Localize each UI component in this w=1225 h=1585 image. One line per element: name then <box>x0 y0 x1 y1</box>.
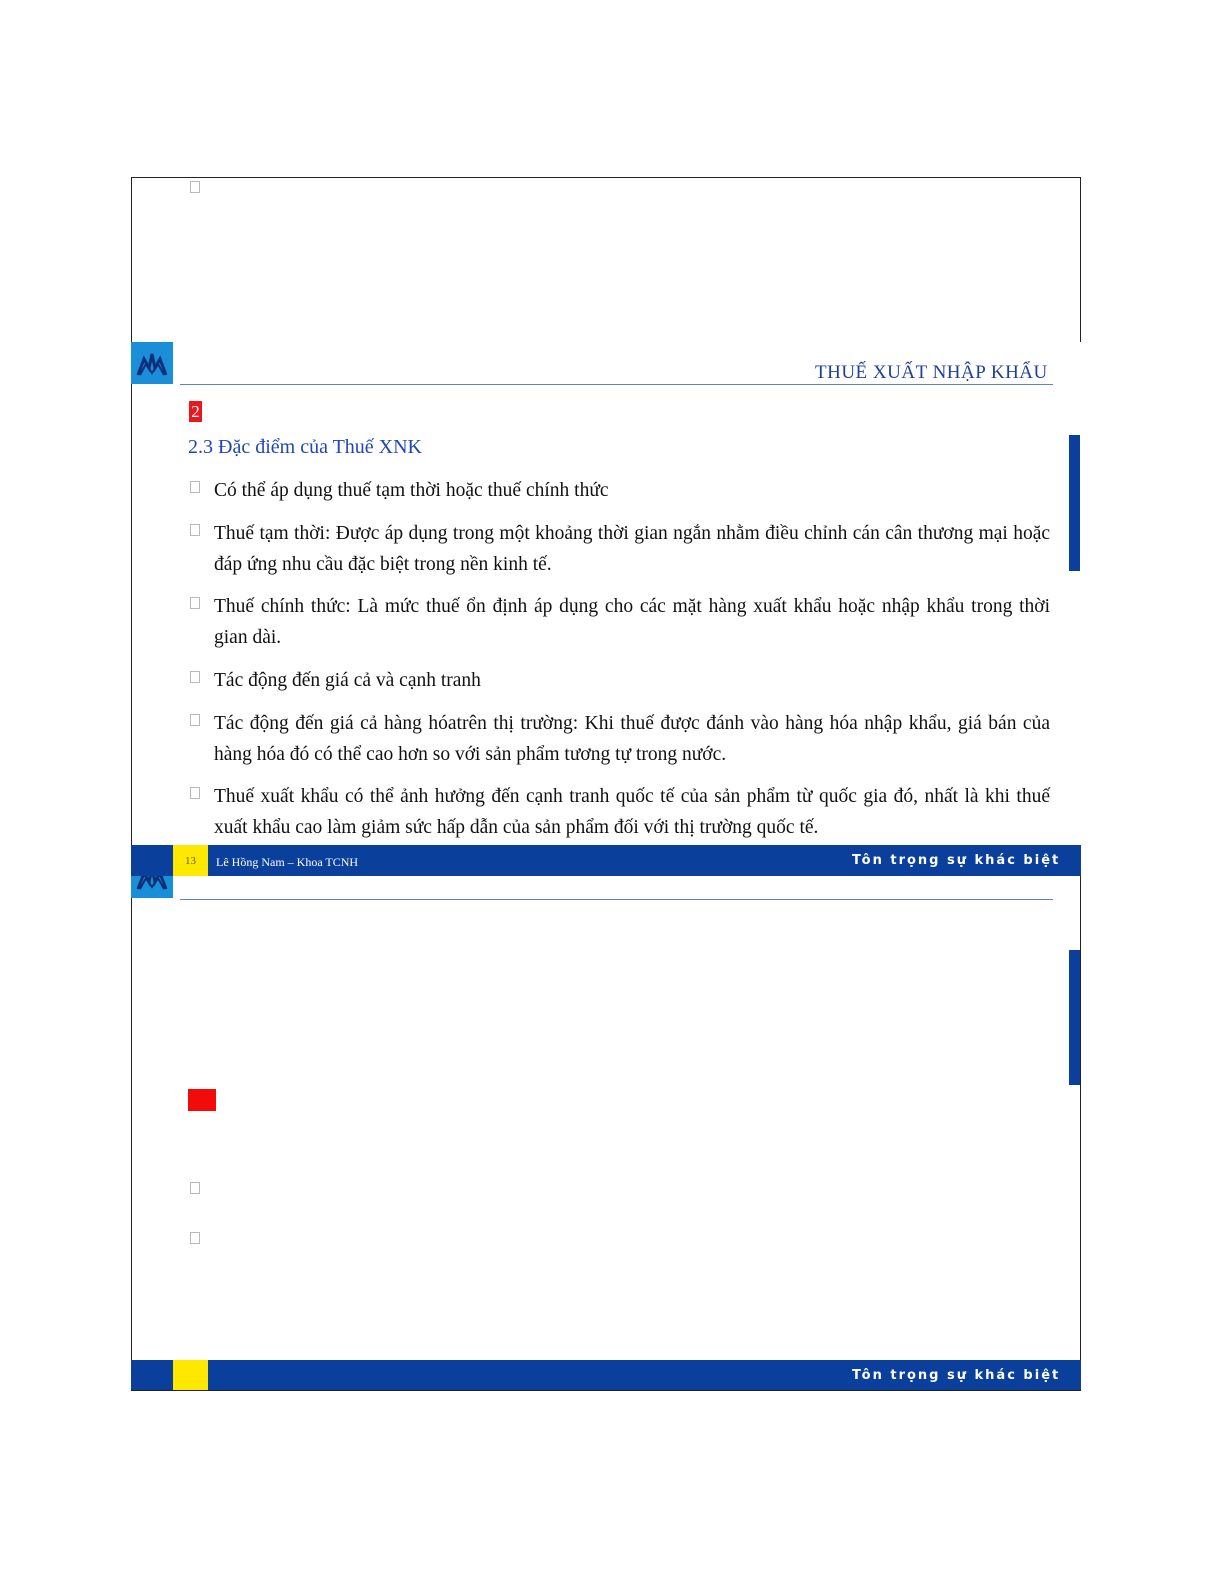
empty-bullet-box <box>190 181 200 193</box>
list-item-text: Thuế chính thức: Là mức thuế ổn định áp dụng cho các mặt hàng xuất khẩu hoặc nhập khẩu trong thời gian dài. <box>214 596 1050 648</box>
list-item-text: Tác động đến giá cả hàng hóatrên thị trường: Khi thuế được đánh vào hàng hóa nhập khẩu, giá bán của hàng hóa đó có thể cao hơn so với sản phẩm tương tự trong nước. <box>214 713 1050 765</box>
next-slide-header-divider <box>180 899 1053 900</box>
header-title: THUẾ XUẤT NHẬP KHẨU <box>815 362 1048 383</box>
next-slide-footer-motto: Tôn trọng sự khác biệt <box>852 1368 1061 1383</box>
empty-bullet-box <box>190 1232 200 1244</box>
footer-page-number: 13 <box>185 855 196 867</box>
next-slide-footer-page-box <box>173 1360 208 1390</box>
header-divider <box>180 384 1053 385</box>
empty-bullet-box <box>190 1182 200 1194</box>
square-bullet-icon <box>190 597 200 609</box>
list-item-text: Có thể áp dụng thuế tạm thời hoặc thuế chính thức <box>214 480 609 501</box>
frame-gap <box>1076 342 1084 862</box>
list-item <box>190 665 1050 696</box>
square-bullet-icon <box>190 524 200 536</box>
list-item <box>190 708 1050 770</box>
list-item-text: Thuế xuất khẩu có thể ảnh hưởng đến cạnh tranh quốc tế của sản phẩm từ quốc gia đó, nhất là khi thuế xuất khẩu cao làm giảm sức hấp dẫn của sản phẩm đối với thị trường quốc tế. <box>214 786 1050 838</box>
square-bullet-icon <box>190 671 200 683</box>
next-slide-side-accent-bar <box>1069 950 1080 1085</box>
next-slide-number-block <box>188 1089 216 1111</box>
list-item <box>190 781 1050 843</box>
university-logo-icon <box>131 342 173 384</box>
footer-author: Lê Hồng Nam – Khoa TCNH <box>216 855 359 869</box>
square-bullet-icon <box>190 787 200 799</box>
slide-number: 2 <box>189 401 202 422</box>
section-title: 2.3 Đặc điểm của Thuế XNK <box>188 436 423 458</box>
side-accent-bar <box>1069 435 1080 571</box>
square-bullet-icon <box>190 714 200 726</box>
square-bullet-icon <box>190 481 200 493</box>
list-item <box>190 475 1050 506</box>
footer-motto: Tôn trọng sự khác biệt <box>852 853 1061 868</box>
next-slide-logo-icon <box>131 876 173 898</box>
list-item <box>190 591 1050 653</box>
list-item-text: Tác động đến giá cả và cạnh tranh <box>214 670 481 691</box>
list-item <box>190 518 1050 580</box>
list-item-text: Thuế tạm thời: Được áp dụng trong một khoảng thời gian ngắn nhằm điều chỉnh cán cân thương mại hoặc đáp ứng nhu cầu đặc biệt trong nền kinh tế. <box>214 523 1050 575</box>
